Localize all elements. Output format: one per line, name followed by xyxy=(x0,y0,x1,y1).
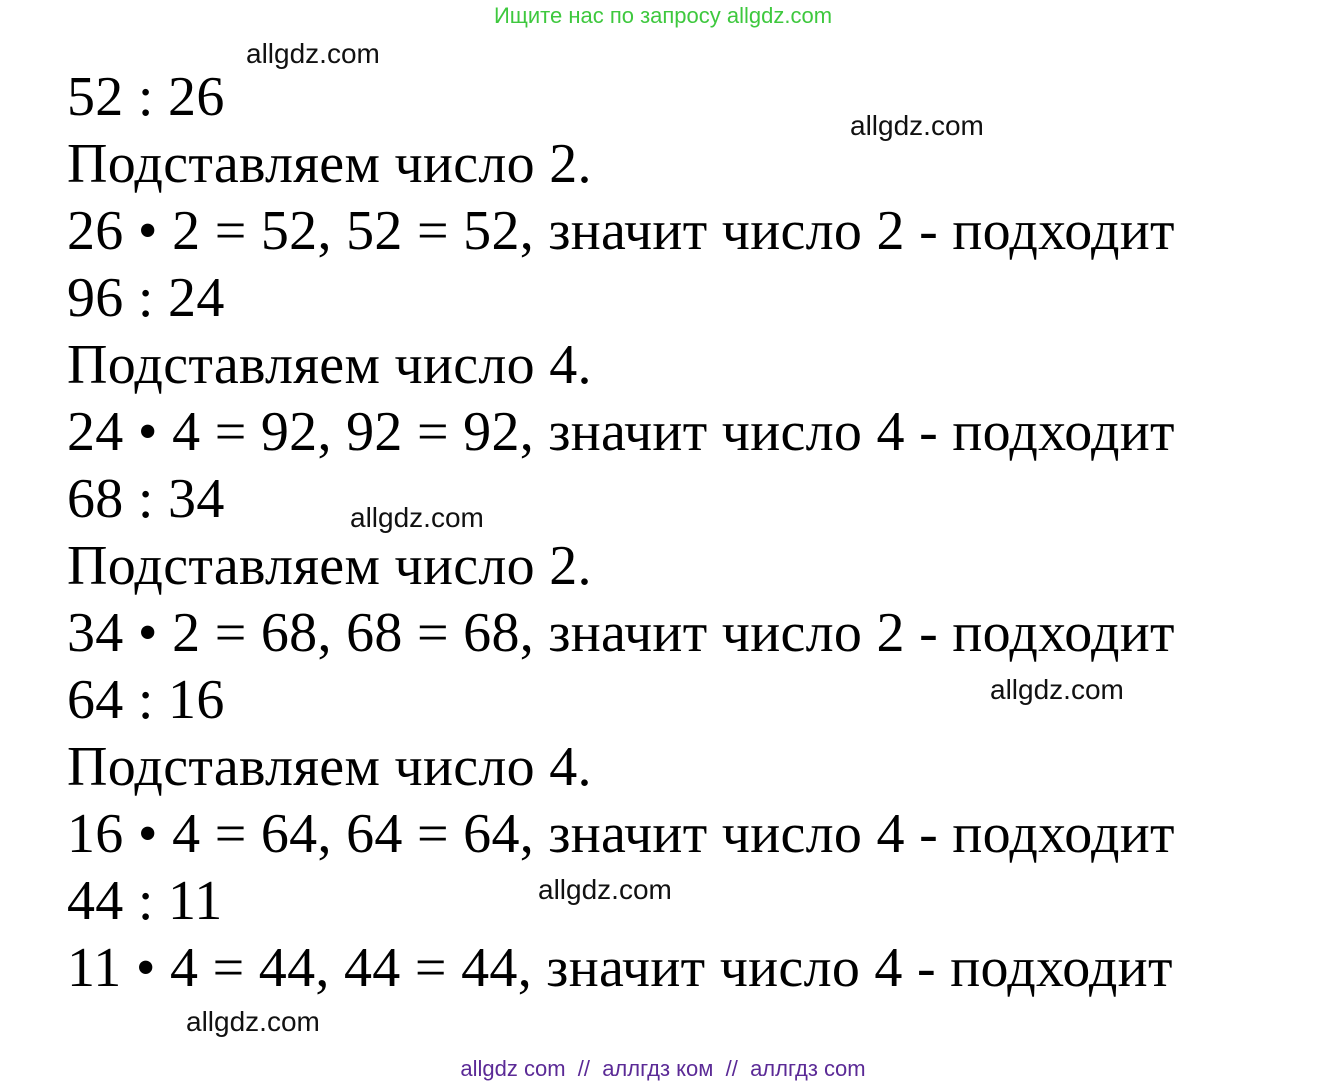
substitution-line: Подставляем число 4. xyxy=(67,736,592,798)
division-expression: 68 : 34 xyxy=(67,468,225,530)
check-line: 11 • 4 = 44, 44 = 44, значит число 4 - подходит xyxy=(67,937,1173,999)
watermark: allgdz.com xyxy=(350,502,484,533)
watermark: allgdz.com xyxy=(246,38,380,69)
division-expression: 96 : 24 xyxy=(67,267,225,329)
check-line: 26 • 2 = 52, 52 = 52, значит число 2 - подходит xyxy=(67,200,1175,262)
check-line: 16 • 4 = 64, 64 = 64, значит число 4 - подходит xyxy=(67,803,1175,865)
watermark: allgdz.com xyxy=(186,1006,320,1037)
check-line: 24 • 4 = 92, 92 = 92, значит число 4 - подходит xyxy=(67,401,1175,463)
watermark: allgdz.com xyxy=(990,674,1124,705)
footer-watermark: allgdz com // аллгдз ком // аллгдз com xyxy=(460,1056,866,1081)
division-expression: 44 : 11 xyxy=(67,870,223,932)
watermark: allgdz.com xyxy=(850,110,984,141)
division-expression: 64 : 16 xyxy=(67,669,225,731)
check-line: 34 • 2 = 68, 68 = 68, значит число 2 - подходит xyxy=(67,602,1175,664)
solution-text xyxy=(67,64,1175,1002)
watermark: allgdz.com xyxy=(538,874,672,905)
division-expression: 52 : 26 xyxy=(67,66,225,128)
substitution-line: Подставляем число 4. xyxy=(67,334,592,396)
substitution-line: Подставляем число 2. xyxy=(67,535,592,597)
search-hint-banner: Ищите нас по запросу allgdz.com xyxy=(493,3,833,28)
substitution-line: Подставляем число 2. xyxy=(67,133,592,195)
